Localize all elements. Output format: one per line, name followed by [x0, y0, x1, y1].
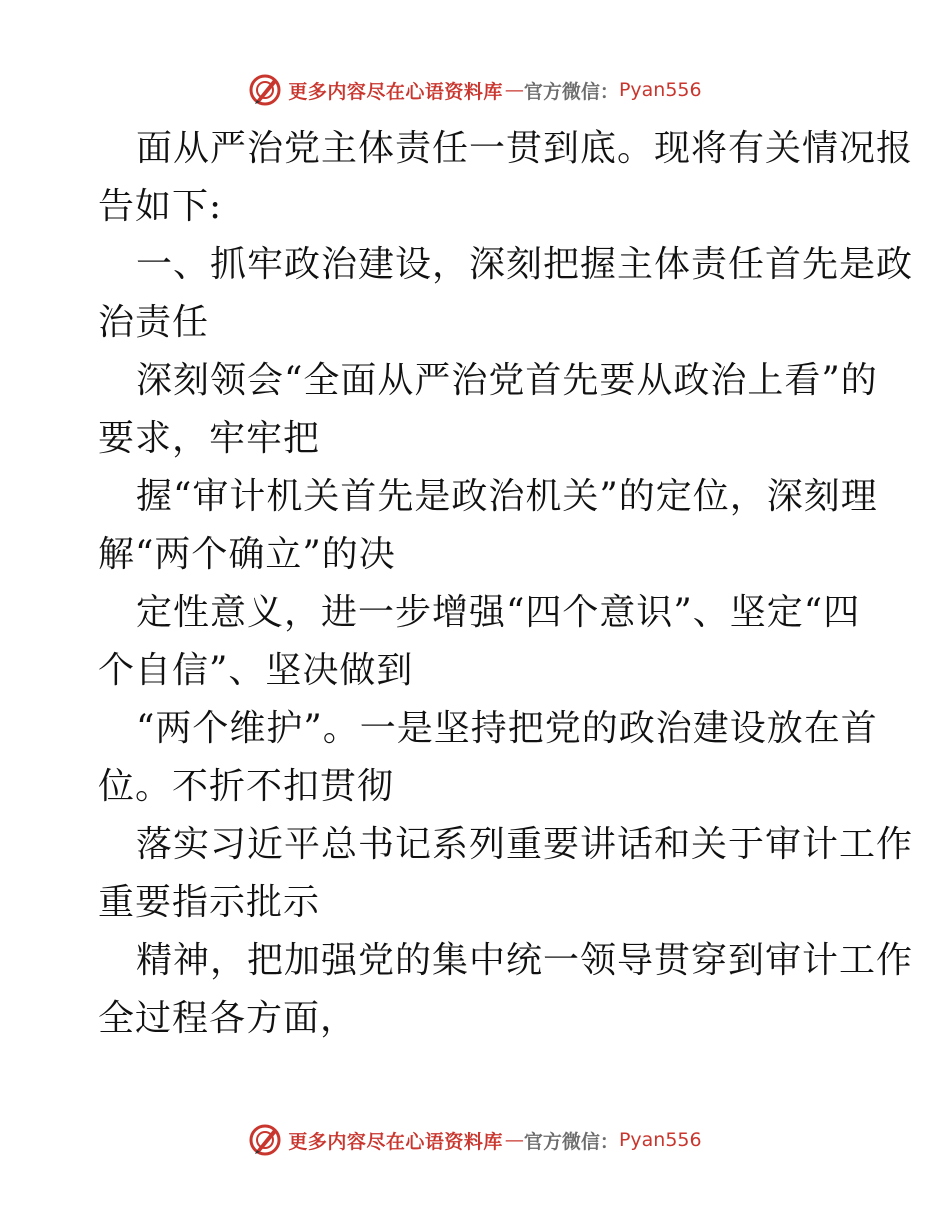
brand-logo-icon: [248, 1123, 282, 1157]
watermark-brand-text: 更多内容尽在心语资料库: [288, 1130, 503, 1153]
body-line: 告如下:: [98, 186, 223, 227]
body-line: 全过程各方面，: [98, 998, 358, 1039]
footer-watermark: [0, 1120, 950, 1160]
watermark-wechat-label: 官方微信：: [523, 80, 619, 103]
brand-logo-icon: [248, 73, 282, 107]
body-line: 深刻领会“全面从严治党首先要从政治上看”的: [136, 360, 878, 401]
watermark-wechat-id: Pyan556: [618, 79, 702, 101]
body-line: “两个维护”。一是坚持把党的政治建设放在首: [136, 708, 878, 749]
document-body: [98, 120, 914, 1048]
body-line: 落实习近平总书记系列重要讲话和关于审计工作: [136, 824, 914, 865]
body-line: 面从严治党主体责任一贯到底。现将有关情况报: [136, 128, 914, 169]
body-line: 解“两个确立”的决: [98, 534, 396, 575]
body-line: 握“审计机关首先是政治机关”的定位，深刻理: [136, 476, 878, 517]
section-heading-line: 治责任: [98, 302, 210, 343]
body-line: 定性意义，进一步增强“四个意识”、坚定“四: [136, 592, 861, 633]
watermark-dash: —: [504, 79, 522, 101]
header-watermark: [0, 70, 950, 110]
watermark-wechat-label: 官方微信：: [523, 1130, 619, 1153]
watermark-dash: —: [504, 1129, 522, 1151]
body-line: 个自信”、坚决做到: [98, 650, 414, 691]
watermark-brand-text: 更多内容尽在心语资料库: [288, 80, 503, 103]
section-heading-line: 一、抓牢政治建设，深刻把握主体责任首先是政: [136, 244, 914, 285]
watermark-wechat-id: Pyan556: [618, 1129, 702, 1151]
body-line: 位。不折不扣贯彻: [98, 766, 395, 807]
body-line: 要求，牢牢把: [98, 418, 321, 459]
body-line: 精神，把加强党的集中统一领导贯穿到审计工作: [136, 940, 914, 981]
body-line: 重要指示批示: [98, 882, 321, 923]
